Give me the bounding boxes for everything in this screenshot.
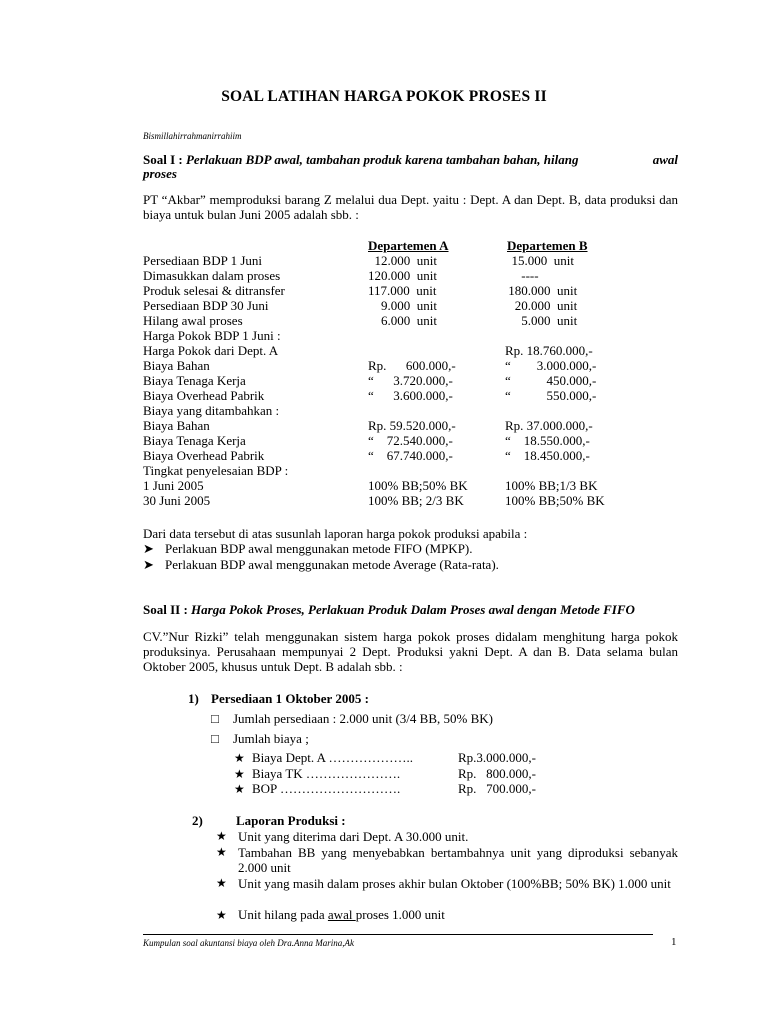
table-cell-dept-b: “ 18.450.000,- [505, 448, 590, 463]
soal1-label: Soal I : [143, 152, 183, 167]
checkbox-bullet-icon: □ [211, 711, 219, 726]
table-cell-label: Hilang awal proses [143, 313, 243, 328]
table-header-dept-a: Departemen A [368, 238, 449, 253]
soal1-heading-tail: awal [652, 152, 678, 167]
table-cell-dept-b: Rp. 18.760.000,- [505, 343, 593, 358]
table-header-row [143, 238, 683, 253]
table-cell-dept-b: ---- [505, 268, 539, 283]
table-cell-dept-b: “ 550.000,- [505, 388, 597, 403]
table-cell-dept-a: 9.000 unit [368, 298, 437, 313]
table-row [143, 268, 683, 283]
star-bullet-icon: ★ [216, 829, 227, 843]
table-row [143, 343, 683, 358]
cost-value-bop: Rp. 700.000,- [458, 781, 536, 796]
item-text: Jumlah biaya ; [233, 731, 309, 746]
section1-number: 1) [188, 691, 199, 706]
cost-row-tk [234, 766, 400, 782]
table-cell-label: Biaya Tenaga Kerja [143, 433, 246, 448]
table-cell-label: Biaya Tenaga Kerja [143, 373, 246, 388]
table-cell-dept-b: “ 18.550.000,- [505, 433, 590, 448]
table-cell-dept-a: “ 72.540.000,- [368, 433, 453, 448]
table-row [143, 283, 683, 298]
table-cell-dept-b: 100% BB;1/3 BK [505, 478, 598, 493]
table-row [143, 418, 683, 433]
soal2-heading-text: Harga Pokok Proses, Perlakuan Produk Dalam Proses awal dengan Metode FIFO [191, 602, 635, 617]
item-text-pre: Unit hilang pada [238, 907, 328, 922]
table-cell-dept-a: Rp. 600.000,- [368, 358, 456, 373]
table-cell-label: Tingkat penyelesaian BDP : [143, 463, 289, 478]
cost-label: Biaya TK …………………. [252, 766, 401, 781]
table-cell-label: Biaya Overhead Pabrik [143, 448, 265, 463]
page-title: SOAL LATIHAN HARGA POKOK PROSES II [221, 88, 547, 105]
basmalah-text: Bismillahirrahmanirrahiim [143, 131, 242, 141]
bullet-text: Perlakuan BDP awal menggunakan metode FIFO (MPKP). [165, 541, 473, 556]
table-cell-dept-b: “ 450.000,- [505, 373, 597, 388]
cost-value-tk: Rp. 800.000,- [458, 766, 536, 781]
table-cell-dept-a: “ 3.720.000,- [368, 373, 453, 388]
soal1-instruction: Dari data tersebut di atas susunlah laporan harga pokok produksi apabila : [143, 526, 528, 541]
table-row [143, 313, 683, 328]
soal1-intro-paragraph: PT “Akbar” memproduksi barang Z melalui dua Dept. yaitu : Dept. A dan Dept. B, data produksi dan biaya untuk bulan Juni 2005 adalah sbb. : [143, 192, 678, 222]
cost-value-dept-a: Rp.3.000.000,- [458, 750, 536, 765]
cost-label: Biaya Dept. A ……………….. [252, 750, 414, 765]
section1-item-persediaan [211, 711, 493, 726]
table-cell-label: Produk selesai & ditransfer [143, 283, 285, 298]
cost-label: BOP ………………………. [252, 781, 401, 796]
soal1-bullet-fifo [143, 541, 473, 556]
table-cell-dept-a: “ 3.600.000,- [368, 388, 453, 403]
table-cell-dept-a: 120.000 unit [368, 268, 437, 283]
table-cell-dept-b: Rp. 37.000.000,- [505, 418, 593, 433]
section2-item-unit-hilang [216, 907, 445, 923]
table-cell-dept-a: Rp. 59.520.000,- [368, 418, 456, 433]
table-cell-dept-b: “ 3.000.000,- [505, 358, 597, 373]
section2-title: Laporan Produksi : [236, 813, 346, 828]
table-cell-label: 1 Juni 2005 [143, 478, 204, 493]
soal1-heading [143, 152, 678, 167]
footer-divider [143, 934, 653, 935]
star-bullet-icon: ★ [216, 876, 227, 890]
table-cell-dept-b: 5.000 unit [505, 313, 578, 328]
arrow-bullet-icon: ➤ [143, 557, 154, 572]
section1-item-jumlah-biaya [211, 731, 309, 746]
table-cell-label: Biaya Bahan [143, 358, 210, 373]
section2-number: 2) [192, 813, 203, 828]
table-cell-label: Dimasukkan dalam proses [143, 268, 281, 283]
section1-title: Persediaan 1 Oktober 2005 : [211, 691, 369, 706]
table-row [143, 433, 683, 448]
star-bullet-icon: ★ [216, 845, 227, 859]
checkbox-bullet-icon: □ [211, 731, 219, 746]
table-cell-label: Persediaan BDP 1 Juni [143, 253, 263, 268]
table-cell-dept-a: 100% BB;50% BK [368, 478, 468, 493]
footer-text: Kumpulan soal akuntansi biaya oleh Dra.Anna Marina,Ak [143, 938, 354, 948]
table-cell-label: Harga Pokok BDP 1 Juni : [143, 328, 281, 343]
soal1-heading-line2: proses [143, 166, 177, 181]
item-text: Unit yang masih dalam proses akhir bulan Oktober (100%BB; 50% BK) 1.000 unit [238, 876, 671, 891]
table-cell-dept-b: 20.000 unit [505, 298, 578, 313]
table-row [143, 298, 683, 313]
star-bullet-icon: ★ [234, 751, 245, 765]
table-row [143, 358, 683, 373]
soal2-heading [143, 602, 635, 617]
table-cell-dept-b: 180.000 unit [505, 283, 578, 298]
section2-item-unit-dalam-proses [216, 876, 678, 891]
table-cell-dept-a: 117.000 unit [368, 283, 437, 298]
cost-row-bop [234, 781, 400, 797]
arrow-bullet-icon: ➤ [143, 541, 154, 556]
table-cell-label: Biaya Bahan [143, 418, 210, 433]
item-text-post: proses 1.000 unit [355, 907, 445, 922]
star-bullet-icon: ★ [234, 767, 245, 781]
table-cell-dept-a: 6.000 unit [368, 313, 437, 328]
table-cell-label: Harga Pokok dari Dept. A [143, 343, 279, 358]
table-cell-label: Biaya Overhead Pabrik [143, 388, 265, 403]
item-text-underlined: awal [327, 907, 356, 922]
table-row [143, 403, 683, 418]
table-header-dept-b: Departemen B [507, 238, 588, 253]
table-cell-dept-b: 100% BB;50% BK [505, 493, 605, 508]
item-text: Jumlah persediaan : 2.000 unit (3/4 BB, 50% BK) [233, 711, 493, 726]
star-bullet-icon: ★ [234, 782, 245, 796]
star-bullet-icon: ★ [216, 908, 227, 922]
table-row [143, 328, 683, 343]
table-row [143, 448, 683, 463]
soal2-label: Soal II : [143, 602, 188, 617]
table-cell-dept-a: 12.000 unit [368, 253, 437, 268]
section2-item-unit-diterima [216, 829, 678, 844]
table-row [143, 493, 683, 508]
soal1-bullet-average [143, 557, 499, 572]
item-text: Tambahan BB yang menyebabkan bertambahnya unit yang diproduksi sebanyak 2.000 unit [238, 845, 678, 875]
item-text: Unit yang diterima dari Dept. A 30.000 unit. [238, 829, 469, 844]
table-cell-label: Persediaan BDP 30 Juni [143, 298, 269, 313]
table-row [143, 478, 683, 493]
table-row [143, 463, 683, 478]
cost-row-dept-a [234, 750, 413, 766]
table-cell-label: Biaya yang ditambahkan : [143, 403, 280, 418]
table-row [143, 388, 683, 403]
table-row [143, 373, 683, 388]
table-cell-label: 30 Juni 2005 [143, 493, 211, 508]
page-number: 1 [671, 936, 677, 948]
table-cell-dept-b: 15.000 unit [505, 253, 574, 268]
table-cell-dept-a: “ 67.740.000,- [368, 448, 453, 463]
soal1-heading-line1: Perlakuan BDP awal, tambahan produk karena tambahan bahan, hilang [185, 152, 579, 167]
table-row [143, 253, 683, 268]
section2-item-tambahan-bb [216, 845, 678, 875]
soal2-intro-paragraph: CV.”Nur Rizki” telah menggunakan sistem harga pokok proses didalam menghitung harga pokok produksinya. Perusahaan mempunyai 2 Dept. Produksi yakni Dept. A dan B. Data selama bulan Oktober 2005, khusus untuk Dept. B adalah sbb. : [143, 629, 678, 674]
bullet-text: Perlakuan BDP awal menggunakan metode Average (Rata-rata). [165, 557, 499, 572]
table-cell-dept-a: 100% BB; 2/3 BK [368, 493, 464, 508]
